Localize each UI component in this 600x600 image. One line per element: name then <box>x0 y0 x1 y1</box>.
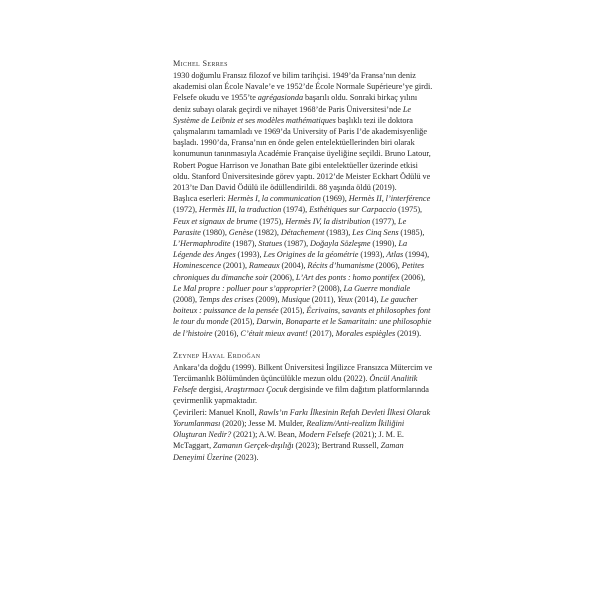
work-title: Hermès II, l’interférence <box>348 194 431 204</box>
author-bio-serres <box>173 70 435 339</box>
work-year: (1972), <box>173 205 199 215</box>
work-title: Doğayla Sözleşme <box>310 239 371 249</box>
work-year: (2015), <box>228 317 257 327</box>
work-title: Récits d’humanisme <box>307 261 374 271</box>
author-name-serres: Michel Serres <box>173 59 228 68</box>
text-run: dergisi, <box>196 385 225 395</box>
work-year: (1982), <box>253 227 281 237</box>
work-title: C’était mieux avant! <box>240 328 308 338</box>
italic-title: Rawls’ın Farkı İlkesinin Refah Devleti İlkesi Olarak Yorumlanması <box>173 407 431 428</box>
work-year: (2006), <box>268 272 296 282</box>
bio-paragraph <box>173 70 435 193</box>
work-title: Rameaux <box>248 261 280 271</box>
work-title: L’Hermaphrodite <box>173 239 231 249</box>
bio-text: başlıklı tezi ile doktora çalışmalarını tamamladı ve 1969’da University of Paris I’de akademisyenliğe başladı. 1990’da, Fransa’nın en önde gelen entelektüellerinden biri olarak konumunun tanınmasıyla Académie Française üyeliğine seçildi. Bruno Latour, Robert Pogue Harrison ve Jonathan Bate gibi entelektüeller üzerinde etkisi oldu. Stanford Üniversitesinde görev yaptı. 2012’de Meister Eckhart Ödülü ve 2013’te Dan David Ödülü ile ödüllendirildi. 88 yaşında öldü (2019). <box>173 115 431 193</box>
work-title: Détachement <box>280 227 325 237</box>
work-title: Statues <box>258 239 283 249</box>
work-year: (2016), <box>212 328 241 338</box>
bio-paragraph <box>173 362 435 407</box>
text-run: (2021); J. M. E. McTaggart, <box>173 430 404 451</box>
work-year: (1994), <box>403 250 430 260</box>
work-year: (2001), <box>221 261 249 271</box>
translations-list <box>173 407 435 463</box>
work-year: (1975), <box>257 216 286 226</box>
italic-title: Araştırmacı Çocuk <box>224 385 288 395</box>
bio-text: başarılı oldu. Sonraki birkaç yılını deniz subayı olarak geçirdi ve nihayet 1968’de Paris Üniversitesi’nde <box>173 93 418 114</box>
italic-title: Zamanın Gerçek-dışılığı <box>213 441 294 451</box>
work-year: (1977), <box>370 216 398 226</box>
work-title: Feux et signaux de brume <box>173 216 258 226</box>
work-year: (2009), <box>253 295 282 305</box>
text-run: dergisinde ve film dağıtım platformlarında çevirmenlik yapmaktadır. <box>173 385 429 406</box>
work-title: Hermès III, la traduction <box>198 205 282 215</box>
work-title: L’Art des ponts : homo pontifex <box>295 272 400 282</box>
work-title: Écrivains, savants et philosophes font le tour du monde <box>173 306 431 327</box>
work-year: (1987), <box>282 239 311 249</box>
work-year: (1990), <box>370 239 399 249</box>
work-year: (1980), <box>200 227 229 237</box>
text-run: (2020); Jesse M. Mulder, <box>220 418 307 428</box>
work-title: Genèse <box>228 227 254 237</box>
work-year: (2004), <box>279 261 308 271</box>
work-year: (1975), <box>396 205 423 215</box>
italic-title: Modern Felsefe <box>298 430 351 440</box>
work-title: Atlas <box>386 250 404 260</box>
work-title: Morales espiègles <box>335 328 396 338</box>
work-year: (2006), <box>373 261 402 271</box>
work-year: (1974), <box>281 205 310 215</box>
work-title: Yeux <box>337 295 353 305</box>
works-intro: Başlıca eserleri: <box>173 194 228 204</box>
thesis-title: Le Système de Leibniz et ses modèles mathématiques <box>173 104 412 125</box>
work-year: (2014), <box>352 295 381 305</box>
work-year: (2006), <box>399 272 426 282</box>
work-title: Darwin, Bonaparte et le Samaritain: une philosophie de l’histoire <box>173 317 432 338</box>
work-year: (2015), <box>278 306 307 316</box>
bio-text: 1930 doğumlu Fransız filozof ve bilim tarihçisi. 1949’da Fransa’nın deniz akademisi olan École Navale’e ve 1952’de École Normale Supérieure’ye girdi. Felsefe okudu ve 1955’te <box>173 71 433 103</box>
work-year: (2008), <box>315 283 344 293</box>
works-list <box>173 193 435 339</box>
text-run: (2023). <box>232 452 259 462</box>
work-year: (1985), <box>398 227 425 237</box>
work-title: La Légende des Anges <box>173 239 408 260</box>
work-title: Le gaucher boiteux : puissance de la pensée <box>173 295 418 316</box>
work-title: Le Parasite <box>173 216 407 237</box>
work-year: (1993), <box>358 250 387 260</box>
work-title: Hominescence <box>173 261 222 271</box>
work-year: (1983), <box>324 227 353 237</box>
work-year: (1993), <box>235 250 264 260</box>
work-title: Esthétiques sur Carpaccio <box>309 205 397 215</box>
work-title: Hermès I, la communication <box>227 194 321 204</box>
italic-title: Öncül Analitik Felsefe <box>173 374 418 395</box>
bio-italic: agrégasionda <box>257 93 304 103</box>
work-title: Petites chroniques du dimanche soir <box>173 261 425 282</box>
work-year: (2008), <box>173 295 199 305</box>
italic-title: Realizm/Anti-realizm İkiliğini Oluşturan Nedir? <box>173 418 405 440</box>
work-title: Temps des crises <box>198 295 254 305</box>
text-run: (2021); A.W. Bean, <box>231 430 299 440</box>
text-run: (2023); Bertrand Russell, <box>293 441 381 451</box>
work-title: Musique <box>281 295 310 305</box>
work-year: (2011), <box>309 295 338 305</box>
author-name-erdogan: Zeynep Hayal Erdoğan <box>173 350 261 360</box>
work-title: Les Origines de la géométrie <box>263 250 359 260</box>
book-page <box>173 58 435 463</box>
work-year: (2019). <box>395 328 422 338</box>
work-title: La Guerre mondiale <box>343 283 411 293</box>
italic-title: Zaman Deneyimi Üzerine <box>173 441 404 462</box>
work-year: (2017), <box>307 328 336 338</box>
work-title: Hermès IV, la distribution <box>285 216 371 226</box>
work-title: Les Cinq Sens <box>352 227 399 237</box>
work-year: (1969), <box>320 194 349 204</box>
text-run: Çevirileri: Manuel Knoll, <box>173 407 259 417</box>
work-title: Le Mal propre : polluer pour s’approprier? <box>173 283 316 293</box>
author-bio-erdogan <box>173 362 435 463</box>
work-year: (1987), <box>230 239 259 249</box>
text-run: Ankara’da doğdu (1999). Bilkent Üniversitesi İngilizce Fransızca Mütercim ve Tercümanlık Bölümünden üçüncülükle mezun oldu (2022). <box>173 362 433 384</box>
